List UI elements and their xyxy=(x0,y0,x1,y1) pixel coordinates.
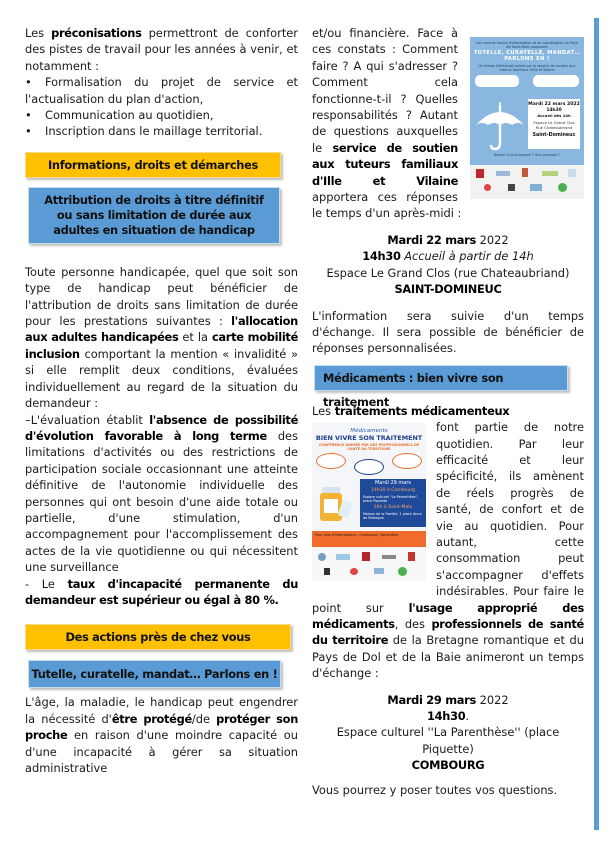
condition-1-paragraph xyxy=(25,412,298,576)
meds-intro-paragraph xyxy=(312,403,584,419)
event-city: COMBOURG xyxy=(411,758,485,773)
event-date: Mardi 29 mars xyxy=(387,692,476,707)
text: de la Bretagne romantique et du Pays de Dol et de la Baie animeront un temps d'échange : xyxy=(312,633,584,681)
bold-text: l'allocation aux adultes handicapées xyxy=(25,314,298,345)
poster-welcome: Accueil dès 14h xyxy=(537,113,571,118)
text: en raison d'une moindre capacité ou d'une incapacité à gérer sa situation administrative xyxy=(25,728,298,775)
rights-paragraph xyxy=(25,264,298,412)
intro-paragraph xyxy=(25,25,298,74)
poster-date: Mardi 22 mars 2022 xyxy=(528,102,580,107)
poster-time: 14h30 xyxy=(546,108,562,113)
event-note-paragraph: L'information sera suivie d'un temps d'échange. Il sera possible de bénéficier de réponses personnalisées. xyxy=(312,308,584,356)
bold-text: protéger son proche xyxy=(25,711,298,743)
event-place: Espace culturel ''La Parenthèse'' (place Piquette) xyxy=(336,725,560,756)
closing-paragraph: Vous pourrez y poser toutes vos questions. xyxy=(312,782,558,797)
list-item-text: Inscription dans le maillage territorial. xyxy=(45,124,263,139)
partner-logos xyxy=(470,165,584,199)
bold-text: carte mobilité inclusion xyxy=(25,330,298,361)
subsection-title: Médicaments : bien vivre son traitement xyxy=(323,370,504,409)
condition-2-paragraph xyxy=(25,576,298,609)
right-column xyxy=(312,25,584,798)
subsection-banner-attribution xyxy=(28,187,280,244)
bold-text: professionnels de santé du territoire xyxy=(312,617,584,648)
bullet-icon: • xyxy=(25,75,32,90)
poster-slot: 14h30 à Combourg xyxy=(370,488,416,494)
event-year: 2022 xyxy=(475,692,509,707)
section-title: Informations, droits et démarches xyxy=(47,157,258,172)
event-time: 14h30 xyxy=(427,709,466,724)
poster-medicaments: Médicaments BIEN VIVRE SON TRAITEMENT CONFÉRENCE ANIMÉE PAR DES PROFESSIONNELS DE SANTÉ DU TERRITOIRE Mardi 29 mars 14h30 à Combourg Espace culturel "La Parenthèse", place Piquette 16h à Saint-Malo Maison de la Famille, 1 place Anne de Bretagne Pour plus d'informations : Combourg / Saint-Malo xyxy=(312,423,426,581)
medicine-bottle-icon xyxy=(318,485,352,525)
poster-slot: 16h à Saint-Malo xyxy=(373,505,413,511)
text: apportera ces réponses le temps d'un après-midi : xyxy=(312,190,462,221)
list-item xyxy=(25,74,298,107)
intro-bold: préconisations xyxy=(51,26,142,40)
bullet-icon: • xyxy=(25,108,32,123)
subsection-title: Tutelle, curatelle, mandat… Parlons en ! xyxy=(31,667,278,682)
subsection-title: Attribution de droits à titre définitif ou sans limitation de durée aux adultes en situation de handicap xyxy=(44,192,264,237)
text: Toute personne handicapée, quel que soit son type de handicap peut bénéficier de l'attribution de droits sans limitation de durée pour les prestations suivantes : xyxy=(25,264,298,329)
text: des limitations d'activités ou des restrictions de participation sociale occasionnant une atteinte définitive de l'autonomie individuelle des personnes qui ont besoin d'une aide totale ou partielle, d'une stimulation, d'un accompagnement pour l'accomplissement des actes de la vie quotidienne ou qui nécessitent une surveillance xyxy=(25,428,298,575)
subsection-banner-tutelle xyxy=(28,660,281,688)
intro-text: Les xyxy=(25,26,52,40)
bold-text: être protégé xyxy=(111,711,192,726)
event-time: 14h30 xyxy=(362,249,401,264)
partner-logos xyxy=(312,549,426,581)
poster-title: TUTELLE, CURATELLE, MANDAT… PARLONS EN ! xyxy=(473,50,581,62)
list-item xyxy=(25,123,298,139)
poster-date: Mardi 29 mars xyxy=(374,480,412,487)
page-side-bar xyxy=(594,18,599,830)
list-item-text: Formalisation du projet de service et l'actualisation du plan d'action, xyxy=(25,75,298,106)
text: , des xyxy=(394,617,432,631)
event-time-suffix: . xyxy=(465,709,469,724)
event-saint-domineuc xyxy=(312,232,584,298)
text: et la xyxy=(178,330,212,345)
section-title: Des actions près de chez vous xyxy=(65,630,251,645)
bold-text: taux d'incapacité permanente du demandeur est supérieur ou égal à 80 %. xyxy=(25,576,299,607)
list-item xyxy=(25,107,298,123)
recommendations-list xyxy=(25,74,298,140)
bold-text: traitements médicamenteux xyxy=(334,403,510,418)
text: Les xyxy=(312,403,335,418)
text: L'âge, la maladie, le handicap peut engendrer la nécessité d' xyxy=(25,695,298,726)
event-combourg xyxy=(312,692,584,774)
text: et/ou financière. Face à ces constats : Comment faire ? A qui s'adresser ? Comment cela fonctionne-t-il ? Quelles responsabilités ? Autant de questions auxquelles le xyxy=(312,26,458,155)
event-date: Mardi 22 mars xyxy=(387,232,476,247)
poster-city: Saint-Domineuc xyxy=(532,133,576,138)
bold-text: l'absence de possibilité d'évolution favorable à long terme xyxy=(25,412,299,443)
list-item-text: Communication au quotidien, xyxy=(45,108,214,123)
event-year: 2022 xyxy=(475,232,509,247)
bullet-icon: • xyxy=(25,124,32,139)
text: –L'évaluation établit xyxy=(25,412,150,427)
text: - Le xyxy=(25,576,68,591)
poster-tutelle: Les centres locaux d'information et de coordination du Pays de Saint-Malo proposent TUTELLE, CURATELLE, MANDAT… PARLONS EN ! Un temps d'échange animé par le service de soutien aux tuteurs familiaux d'Ille et Vilaine Mardi 22 mars 2022 14h30 Accueil dès 14h Espace Le Grand Clos Rue Chateaubriand Saint-Domineuc Besoin d'un transport ? Une question ? xyxy=(470,37,584,199)
event-time-note: Accueil à partir de 14h xyxy=(400,249,534,264)
bold-text: service de soutien aux tuteurs familiaux d'Ille et Vilaine xyxy=(312,140,458,188)
poster-place: Espace Le Grand Clos xyxy=(533,120,575,125)
intro-text-post: permettront de conforter des pistes de travail pour les années à venir, et notamment : xyxy=(25,26,298,73)
section-banner-actions xyxy=(25,624,291,650)
left-column xyxy=(25,25,298,776)
text: font partie de notre quotidien. Par leur efficacité et leur spécificité, ils amènent de réels progrès de santé, de confort et de vie au quotidien. Pour autant, cette consommation peut s'accompagner d'effets indésirables. Pour faire le point sur xyxy=(312,420,584,615)
umbrella-icon xyxy=(474,99,526,151)
poster-place: Rue Chateaubriand xyxy=(535,125,573,130)
event-city: SAINT-DOMINEUC xyxy=(394,282,502,297)
subsection-banner-medicaments xyxy=(314,365,568,409)
poster-title: BIEN VIVRE SON TRAITEMENT xyxy=(315,434,423,443)
text: /de xyxy=(191,711,217,726)
text: comportant la mention « invalidité » si elle remplit deux conditions, évaluées individuellement au regard de la situation du demandeur : xyxy=(25,346,298,411)
poster-kicker: Médicaments xyxy=(350,428,388,435)
tutelle-paragraph xyxy=(25,694,298,776)
event-place: Espace Le Grand Clos (rue Chateaubriand) xyxy=(326,265,570,280)
section-banner-informations xyxy=(25,152,281,178)
bold-text: l'usage approprié des médicaments xyxy=(312,600,584,631)
